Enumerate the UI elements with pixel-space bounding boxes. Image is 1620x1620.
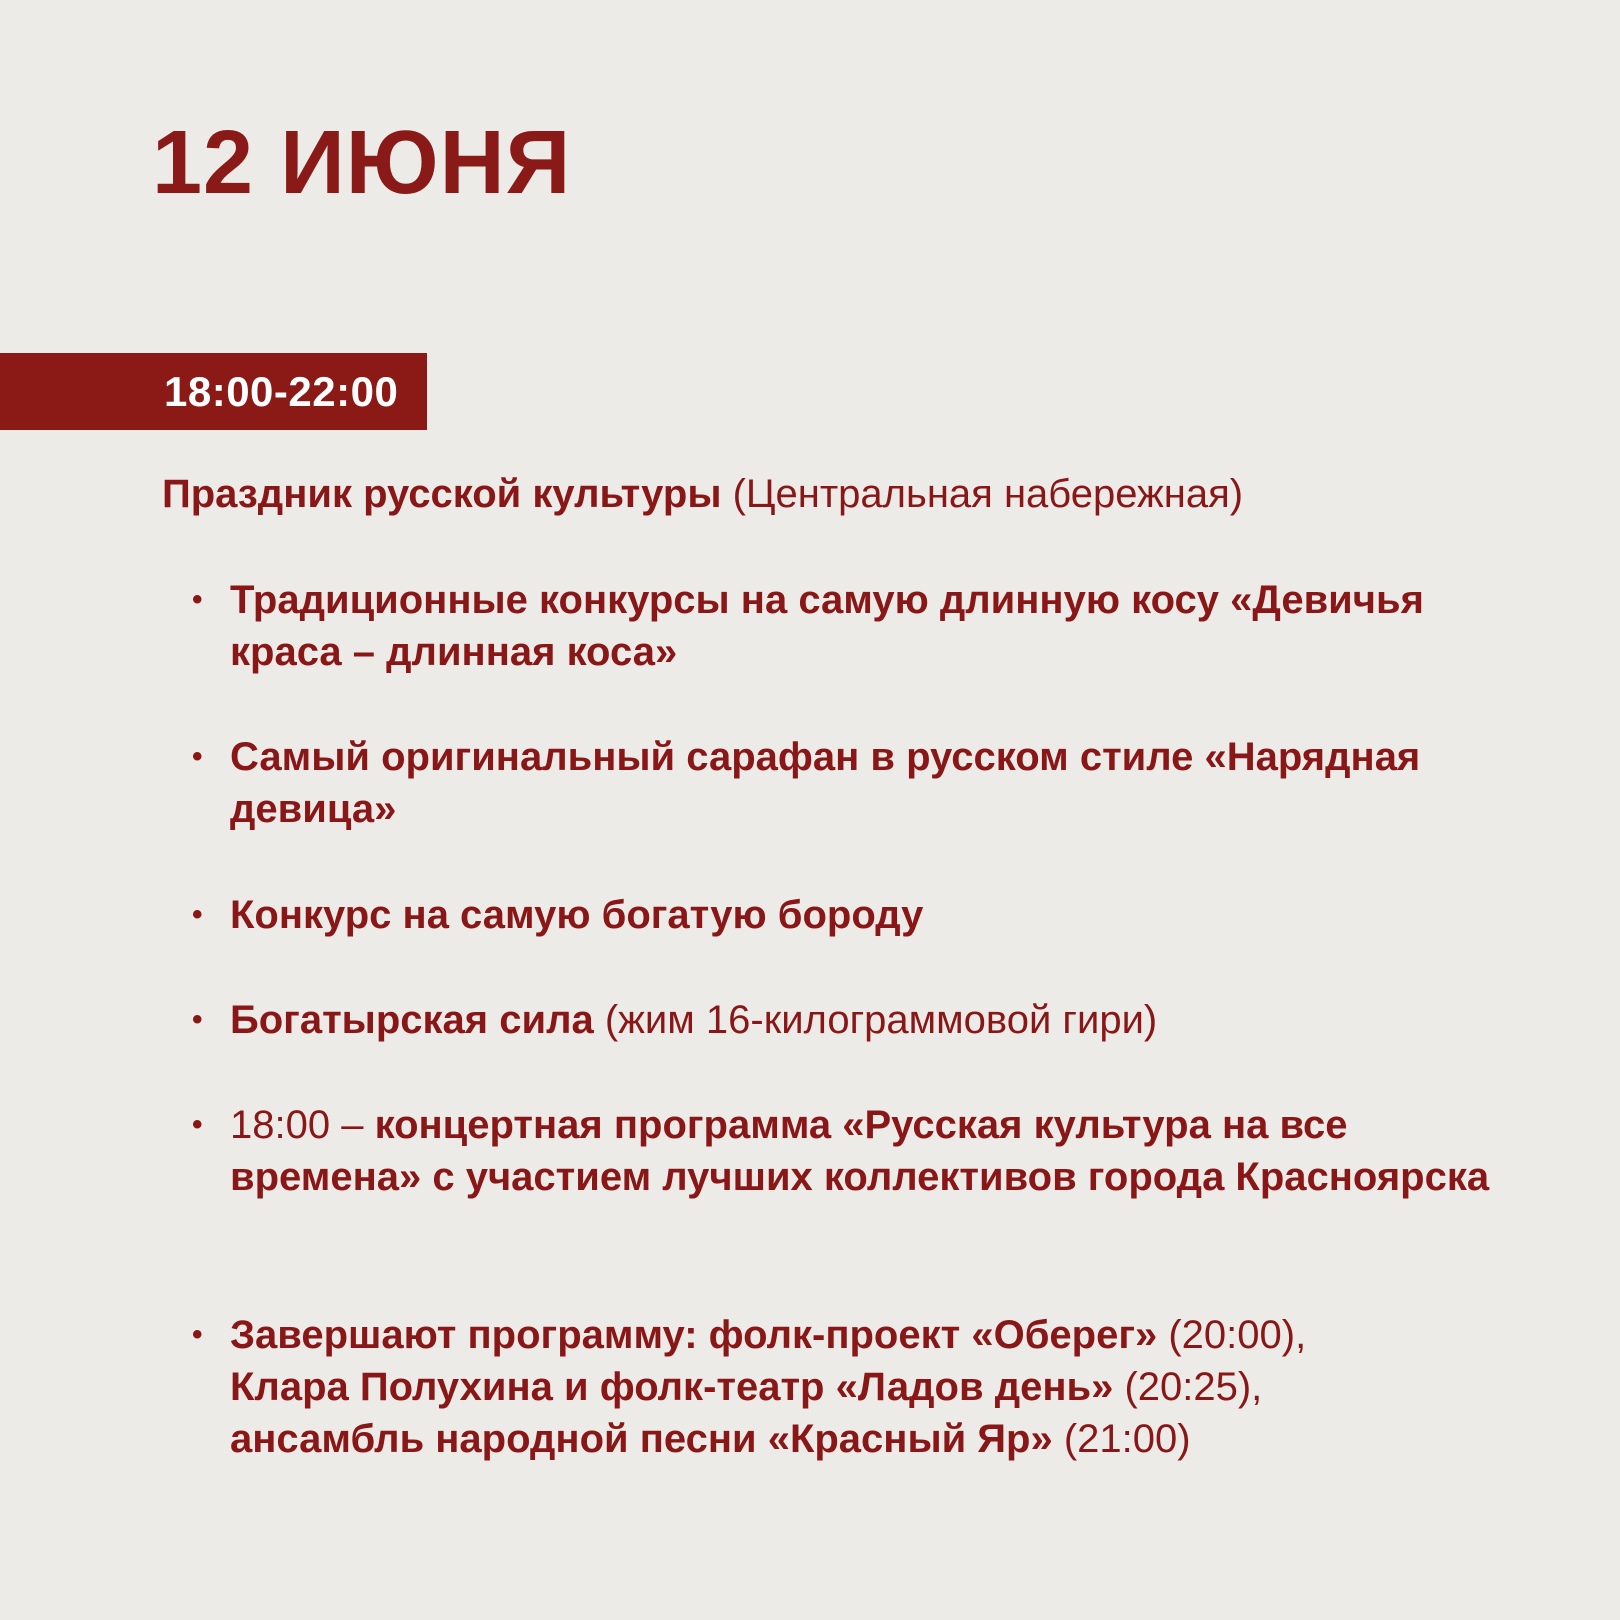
program-item-text: концертная программа «Русская культура на все времена» с участием лучших коллективов города Красноярска (230, 1103, 1490, 1199)
finale-act-2: Клара Полухина и фолк-театр «Ладов день» (230, 1365, 1114, 1409)
program-item-text: Конкурс на самую богатую бороду (230, 893, 924, 937)
finale-time-3: (21:00) (1052, 1417, 1191, 1461)
event-title: Праздник русской культуры (162, 472, 722, 516)
program-item-sarafan-contest (192, 731, 1490, 835)
date-title: 12 ИЮНЯ (152, 113, 572, 213)
time-range-banner (0, 353, 427, 430)
event-location: (Центральная набережная) (721, 472, 1244, 516)
program-item-concert (192, 1099, 1490, 1203)
finale-time-1: (20:00), (1157, 1313, 1307, 1357)
program-item-braid-contest (192, 574, 1490, 678)
bullet-icon: • (192, 740, 203, 773)
bullet-icon: • (192, 1003, 203, 1036)
program-item-text: Богатырская сила (230, 998, 594, 1042)
program-item-text: Традиционные конкурсы на самую длинную косу «Девичья краса – длинная коса» (230, 578, 1424, 674)
bullet-icon: • (192, 898, 203, 931)
bullet-icon: • (192, 1108, 203, 1141)
finale-act-3: ансамбль народной песни «Красный Яр» (230, 1417, 1053, 1461)
finale-act-1: Завершают программу: фолк-проект «Оберег» (230, 1313, 1158, 1357)
bullet-icon: • (192, 1318, 203, 1351)
finale-time-2: (20:25), (1113, 1365, 1263, 1409)
bullet-icon: • (192, 583, 203, 616)
event-heading (162, 468, 1243, 520)
time-range-label: 18:00-22:00 (164, 368, 399, 415)
program-item-finale (192, 1309, 1490, 1465)
program-item-text: Самый оригинальный сарафан в русском стиле «Нарядная девица» (230, 735, 1421, 831)
program-item-time: 18:00 – (230, 1103, 375, 1147)
program-item-beard-contest (192, 889, 1490, 941)
program-item-strength-contest (192, 994, 1490, 1046)
program-item-note: (жим 16-килограммовой гири) (593, 998, 1158, 1042)
